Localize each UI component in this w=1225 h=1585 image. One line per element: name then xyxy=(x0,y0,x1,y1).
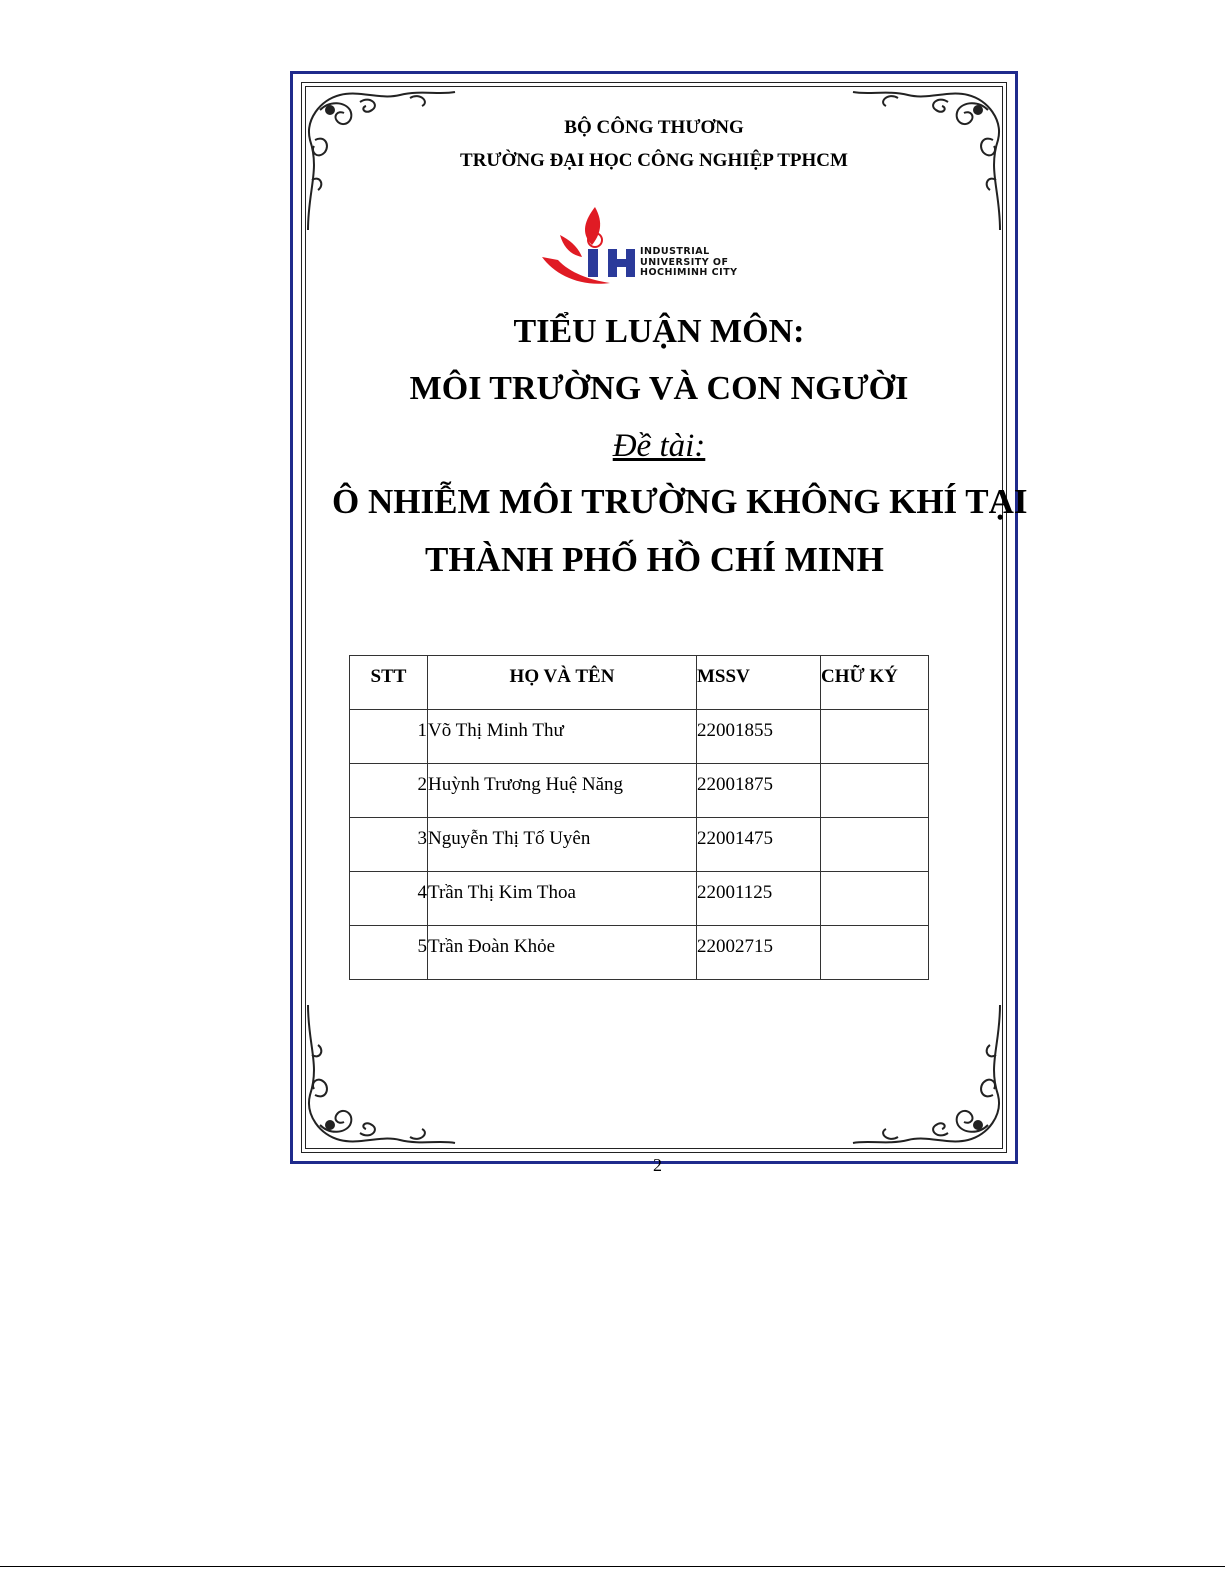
ministry-heading: BỘ CÔNG THƯƠNG xyxy=(564,117,744,138)
cell-stt: 5 xyxy=(350,926,428,980)
cell-stt: 4 xyxy=(350,872,428,926)
cell-signature xyxy=(821,872,929,926)
cell-signature xyxy=(821,764,929,818)
cell-signature xyxy=(821,926,929,980)
essay-title-line-2: MÔI TRƯỜNG VÀ CON NGƯỜI xyxy=(409,370,909,407)
cell-mssv: 22001855 xyxy=(697,710,821,764)
header-stt: STT xyxy=(350,656,428,710)
topic-title-line-1: Ô NHIỄM MÔI TRƯỜNG KHÔNG KHÍ TẠI xyxy=(332,482,1028,521)
logo-text-line-2: UNIVERSITY OF xyxy=(640,256,729,268)
cell-stt: 2 xyxy=(350,764,428,818)
cell-mssv: 22001875 xyxy=(697,764,821,818)
header-name: HỌ VÀ TÊN xyxy=(428,656,697,710)
topic-title-line-2: THÀNH PHỐ HỒ CHÍ MINH xyxy=(425,540,884,579)
cell-mssv: 22001125 xyxy=(697,872,821,926)
table-row xyxy=(350,764,929,818)
ornament-corner-bottom-left xyxy=(300,995,460,1155)
cell-signature xyxy=(821,710,929,764)
header-mssv: MSSV xyxy=(697,656,821,710)
cell-name: Trần Đoàn Khỏe xyxy=(428,926,697,980)
cell-name: Võ Thị Minh Thư xyxy=(428,710,697,764)
table-row xyxy=(350,926,929,980)
cell-stt: 1 xyxy=(350,710,428,764)
member-table-header-row xyxy=(350,656,929,710)
topic-label: Đề tài: xyxy=(612,428,706,464)
university-heading: TRƯỜNG ĐẠI HỌC CÔNG NGHIỆP TPHCM xyxy=(460,150,848,171)
member-table xyxy=(349,655,929,980)
cell-mssv: 22001475 xyxy=(697,818,821,872)
ornament-corner-bottom-right xyxy=(848,995,1008,1155)
table-row xyxy=(350,818,929,872)
header-signature: CHỮ KÝ xyxy=(821,656,929,710)
logo-text-line-1: INDUSTRIAL xyxy=(640,246,710,257)
essay-title-line-1: TIỂU LUẬN MÔN: xyxy=(513,313,805,350)
page-bottom-divider xyxy=(0,1566,1225,1567)
table-row xyxy=(350,872,929,926)
page-number: 2 xyxy=(653,1155,662,1175)
table-row xyxy=(350,710,929,764)
cell-name: Nguyễn Thị Tố Uyên xyxy=(428,818,697,872)
cell-mssv: 22002715 xyxy=(697,926,821,980)
cell-name: Trần Thị Kim Thoa xyxy=(428,872,697,926)
cell-name: Huỳnh Trương Huệ Năng xyxy=(428,764,697,818)
cell-signature xyxy=(821,818,929,872)
logo-text-line-3: HOCHIMINH CITY xyxy=(640,267,738,278)
cell-stt: 3 xyxy=(350,818,428,872)
logo-wordmark xyxy=(640,247,738,279)
